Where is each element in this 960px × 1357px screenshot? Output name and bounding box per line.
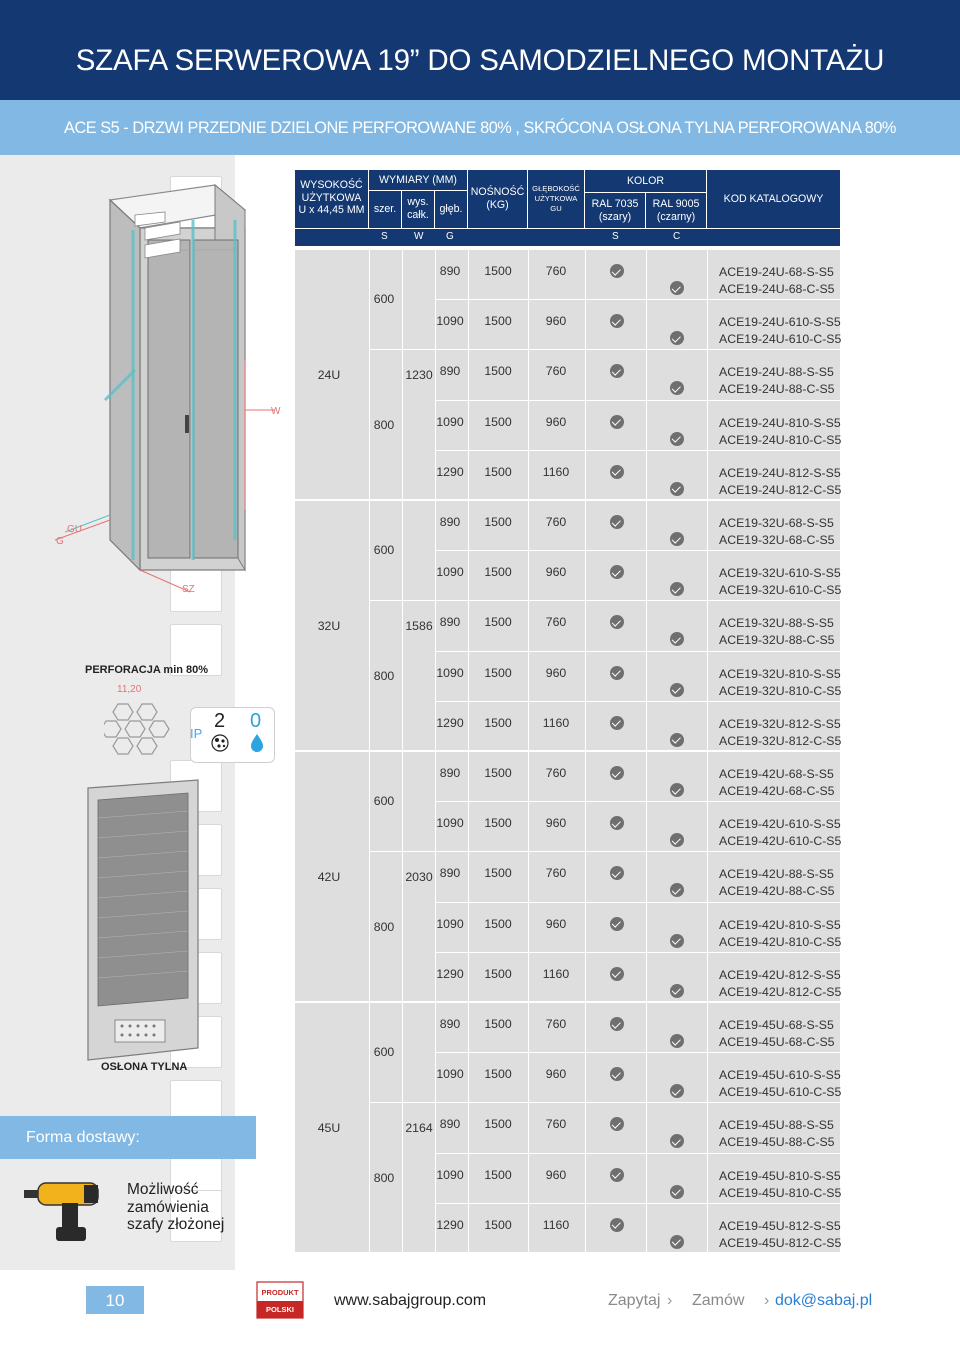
catalog-code: ACE19-45U-610-S-S5: [719, 1068, 841, 1083]
width-value: 600: [373, 543, 395, 558]
perforation-dimension: 11,20: [117, 684, 142, 695]
load-value: 1500: [484, 565, 512, 580]
check-icon: [670, 934, 684, 948]
usable-depth-value: 760: [545, 866, 567, 881]
catalog-code: ACE19-42U-810-C-S5: [719, 934, 842, 949]
order-link[interactable]: Zamów: [692, 1292, 745, 1309]
catalog-code: ACE19-32U-810-C-S5: [719, 683, 842, 698]
usable-depth-value: 960: [545, 1167, 567, 1182]
catalog-code: ACE19-45U-610-C-S5: [719, 1085, 842, 1100]
assembled-option-text: Możliwość zamówienia szafy złożonej: [127, 1181, 225, 1233]
table-column-divider: [435, 501, 436, 750]
load-value: 1500: [484, 314, 512, 329]
website-link[interactable]: www.sabajgroup.com: [334, 1292, 487, 1309]
depth-value: 1090: [436, 314, 464, 329]
usable-depth-value: 960: [545, 665, 567, 680]
check-icon: [670, 482, 684, 496]
load-value: 1500: [484, 1167, 512, 1182]
load-value: 1500: [484, 264, 512, 278]
load-value: 1500: [484, 866, 512, 881]
diagram-gu-label: GU: [67, 524, 82, 535]
table-column-divider: [707, 752, 708, 1001]
load-value: 1500: [484, 916, 512, 931]
col-header-code-label: KOD KATALOGOWY: [723, 193, 824, 205]
check-icon: [670, 1034, 684, 1048]
table-column-divider: [435, 250, 436, 499]
col-letter-black: C: [673, 231, 681, 242]
col-header-height-l1: WYSOKOŚĆ: [300, 179, 363, 191]
width-divider: [369, 1102, 840, 1103]
col-header-width-label: szer.: [373, 203, 397, 215]
col-header-udepth-l3: GU: [550, 204, 562, 213]
table-column-divider: [369, 1003, 370, 1252]
row-divider: [435, 1153, 840, 1154]
depth-value: 1090: [436, 565, 464, 580]
load-value: 1500: [484, 1017, 512, 1031]
check-icon: [670, 1185, 684, 1199]
check-icon: [670, 683, 684, 697]
total-height-value: 2164: [405, 1120, 433, 1135]
col-header-udepth-l1: GŁĘBOKOŚĆ: [532, 184, 580, 193]
col-letter-width: S: [381, 231, 388, 242]
check-icon: [610, 917, 624, 931]
usable-depth-value: 760: [545, 615, 567, 630]
check-icon: [670, 783, 684, 797]
catalog-code: ACE19-32U-88-S-S5: [719, 616, 834, 631]
table-column-divider: [468, 752, 469, 1001]
col-header-ral-grey-l1: RAL 7035: [591, 198, 639, 210]
check-icon: [610, 1017, 624, 1031]
catalog-code: ACE19-24U-812-S-S5: [719, 465, 841, 480]
table-column-divider: [468, 501, 469, 750]
row-divider: [435, 801, 840, 802]
catalog-code: ACE19-32U-812-C-S5: [719, 733, 842, 748]
col-header-color-label: KOLOR: [626, 175, 665, 187]
load-value: 1500: [484, 364, 512, 379]
col-header-ral-black-l1: RAL 9005: [652, 198, 700, 210]
page-number-box: [86, 1286, 144, 1314]
load-value: 1500: [484, 615, 512, 630]
usable-depth-value: 760: [545, 264, 567, 278]
catalog-code: ACE19-32U-68-S-S5: [719, 516, 834, 530]
height-u-value: 32U: [317, 618, 341, 633]
width-value: 600: [373, 292, 395, 307]
catalog-code: ACE19-42U-68-C-S5: [719, 784, 835, 798]
col-header-ral-grey-l2: (szary): [598, 210, 632, 223]
table-column-divider: [435, 1003, 436, 1252]
catalog-code: ACE19-42U-88-S-S5: [719, 867, 834, 882]
usable-depth-value: 1160: [542, 966, 570, 981]
catalog-code: ACE19-45U-68-C-S5: [719, 1035, 835, 1049]
row-divider: [435, 299, 840, 300]
load-value: 1500: [484, 665, 512, 680]
depth-value: 1290: [436, 715, 464, 730]
table-column-divider: [528, 752, 529, 1001]
row-divider: [435, 450, 840, 451]
catalog-code: ACE19-42U-812-S-S5: [719, 967, 841, 982]
col-header-load-l1: NOŚNOŚĆ: [470, 186, 525, 198]
order-chevron-icon: ›: [764, 1292, 770, 1309]
table-column-divider: [585, 752, 586, 1001]
load-value: 1500: [484, 1217, 512, 1232]
table-column-divider: [646, 501, 647, 750]
depth-value: 1090: [436, 1067, 464, 1082]
catalog-code: ACE19-24U-610-C-S5: [719, 332, 842, 347]
table-column-divider: [402, 752, 403, 1001]
table-column-divider: [369, 752, 370, 1001]
usable-depth-value: 760: [545, 1117, 567, 1132]
table-column-divider: [585, 250, 586, 499]
width-value: 800: [373, 1170, 395, 1185]
table-column-divider: [585, 1003, 586, 1252]
depth-value: 890: [439, 615, 461, 630]
table-column-divider: [646, 250, 647, 499]
load-value: 1500: [484, 966, 512, 981]
delivery-label: Forma dostawy:: [26, 1129, 140, 1146]
catalog-code: ACE19-32U-812-S-S5: [719, 716, 841, 731]
check-icon: [610, 766, 624, 780]
width-value: 800: [373, 668, 395, 683]
col-header-total-l1: wys.: [407, 196, 429, 208]
width-value: 800: [373, 417, 395, 432]
catalog-code: ACE19-24U-88-C-S5: [719, 382, 835, 397]
catalog-code: ACE19-45U-812-S-S5: [719, 1218, 841, 1233]
depth-value: 890: [439, 766, 461, 780]
row-divider: [435, 701, 840, 702]
check-icon: [610, 264, 624, 278]
ip-label: IP: [190, 726, 203, 741]
check-icon: [670, 281, 684, 295]
load-value: 1500: [484, 464, 512, 479]
check-icon: [610, 666, 624, 680]
table-column-divider: [468, 250, 469, 499]
catalog-code: ACE19-32U-810-S-S5: [719, 666, 841, 681]
usable-depth-value: 960: [545, 916, 567, 931]
catalog-code: ACE19-24U-610-S-S5: [719, 315, 841, 330]
height-u-value: 24U: [317, 367, 341, 382]
depth-value: 1290: [436, 1217, 464, 1232]
total-height-value: 1230: [405, 367, 433, 382]
load-value: 1500: [484, 715, 512, 730]
row-divider: [435, 902, 840, 903]
usable-depth-value: 1160: [542, 715, 570, 730]
check-icon: [610, 716, 624, 730]
catalog-code: ACE19-45U-88-S-S5: [719, 1118, 834, 1133]
depth-value: 1090: [436, 1167, 464, 1182]
usable-depth-value: 960: [545, 816, 567, 831]
col-header-depth-label: głęb.: [439, 203, 463, 215]
width-divider: [369, 851, 840, 852]
depth-value: 1090: [436, 414, 464, 429]
usable-depth-value: 760: [545, 1017, 567, 1031]
depth-value: 890: [439, 1017, 461, 1031]
row-divider: [435, 952, 840, 953]
width-value: 600: [373, 794, 395, 809]
table-column-divider: [585, 501, 586, 750]
catalog-code: ACE19-24U-88-S-S5: [719, 365, 834, 380]
row-divider: [435, 651, 840, 652]
depth-value: 1290: [436, 464, 464, 479]
depth-value: 1090: [436, 916, 464, 931]
total-height-value: 2030: [405, 869, 433, 884]
catalog-code: ACE19-42U-812-C-S5: [719, 984, 842, 999]
ask-link[interactable]: Zapytaj: [608, 1292, 661, 1309]
catalog-code: ACE19-24U-812-C-S5: [719, 482, 842, 497]
col-header-load-l2: (KG): [486, 198, 509, 211]
col-header-total-l2: całk.: [407, 208, 429, 221]
depth-value: 1290: [436, 966, 464, 981]
usable-depth-value: 960: [545, 414, 567, 429]
catalog-code: ACE19-32U-610-S-S5: [719, 566, 841, 581]
col-letter-grey: S: [612, 231, 619, 242]
height-u-value: 45U: [317, 1120, 341, 1135]
ask-chevron-icon: ›: [667, 1292, 673, 1309]
diagram-g-label: G: [56, 536, 64, 547]
col-header-ral-black-l2: (czarny): [656, 210, 696, 223]
table-column-divider: [435, 752, 436, 1001]
load-value: 1500: [484, 816, 512, 831]
page-number: 10: [105, 1291, 125, 1310]
catalog-code: ACE19-42U-610-S-S5: [719, 817, 841, 832]
table-column-divider: [369, 501, 370, 750]
table-column-divider: [369, 250, 370, 499]
usable-depth-value: 960: [545, 565, 567, 580]
depth-value: 1090: [436, 816, 464, 831]
diagram-sz-label: SZ: [182, 584, 195, 595]
depth-value: 890: [439, 364, 461, 379]
table-column-divider: [707, 250, 708, 499]
table-column-divider: [707, 1003, 708, 1252]
catalog-code: ACE19-32U-610-C-S5: [719, 583, 842, 598]
email-link[interactable]: dok@sabaj.pl: [775, 1292, 873, 1309]
col-header-dims-label: WYMIARY (MM): [379, 174, 457, 186]
load-value: 1500: [484, 1117, 512, 1132]
catalog-code: ACE19-45U-88-C-S5: [719, 1135, 835, 1150]
depth-value: 1090: [436, 665, 464, 680]
check-icon: [670, 532, 684, 546]
width-value: 800: [373, 919, 395, 934]
check-icon: [670, 1235, 684, 1249]
table-column-divider: [528, 501, 529, 750]
catalog-code: ACE19-32U-68-C-S5: [719, 533, 835, 547]
load-value: 1500: [484, 515, 512, 529]
row-divider: [435, 400, 840, 401]
rear-panel-caption: OSŁONA TYLNA: [101, 1061, 188, 1073]
catalog-code: ACE19-42U-810-S-S5: [719, 917, 841, 932]
table-column-divider: [528, 1003, 529, 1252]
catalog-code: ACE19-42U-610-C-S5: [719, 834, 842, 849]
usable-depth-value: 960: [545, 1067, 567, 1082]
row-divider: [435, 1052, 840, 1053]
col-header-height-l3: U x 44,45 MM: [298, 204, 365, 216]
catalog-code: ACE19-24U-810-C-S5: [719, 432, 842, 447]
row-divider: [435, 550, 840, 551]
ip-water-digit: 0: [250, 710, 262, 732]
col-letter-depth: G: [446, 231, 454, 242]
table-column-divider: [402, 250, 403, 499]
width-divider: [369, 349, 840, 350]
catalog-code: ACE19-45U-68-S-S5: [719, 1018, 834, 1032]
table-column-divider: [402, 1003, 403, 1252]
total-height-value: 1586: [405, 618, 433, 633]
catalog-code: ACE19-24U-68-C-S5: [719, 282, 835, 296]
table-column-divider: [468, 1003, 469, 1252]
table-column-divider: [646, 1003, 647, 1252]
depth-value: 890: [439, 264, 461, 278]
catalog-code: ACE19-45U-810-C-S5: [719, 1185, 842, 1200]
check-icon: [610, 1218, 624, 1232]
check-icon: [610, 465, 624, 479]
check-icon: [610, 515, 624, 529]
page-subtitle: ACE S5 - DRZWI PRZEDNIE DZIELONE PERFOROWANE 80% , SKRÓCONA OSŁONA TYLNA PERFOROWANA 80%: [64, 119, 896, 137]
col-header-udepth-l2: UŻYTKOWA: [534, 194, 578, 203]
depth-value: 890: [439, 866, 461, 881]
catalog-code: ACE19-42U-88-C-S5: [719, 884, 835, 899]
logo-line-2: POLSKI: [266, 1305, 294, 1314]
load-value: 1500: [484, 414, 512, 429]
catalog-code: ACE19-45U-810-S-S5: [719, 1168, 841, 1183]
height-u-value: 42U: [317, 869, 341, 884]
col-header-height-l2: UŻYTKOWA: [301, 191, 362, 204]
usable-depth-value: 760: [545, 766, 567, 780]
catalog-code: ACE19-24U-68-S-S5: [719, 265, 834, 279]
width-value: 600: [373, 1045, 395, 1060]
usable-depth-value: 960: [545, 314, 567, 329]
logo-line-1: PRODUKT: [261, 1288, 299, 1297]
check-icon: [610, 967, 624, 981]
catalog-code: ACE19-24U-810-S-S5: [719, 415, 841, 430]
check-icon: [670, 733, 684, 747]
check-icon: [610, 415, 624, 429]
usable-depth-value: 760: [545, 364, 567, 379]
check-icon: [610, 1168, 624, 1182]
usable-depth-value: 760: [545, 515, 567, 529]
depth-value: 890: [439, 515, 461, 529]
col-letter-height: W: [414, 231, 424, 242]
load-value: 1500: [484, 766, 512, 780]
produkt-polski-logo: [256, 1281, 304, 1319]
load-value: 1500: [484, 1067, 512, 1082]
table-column-divider: [402, 501, 403, 750]
page-title: SZAFA SERWEROWA 19” DO SAMODZIELNEGO MONTAŻU: [75, 44, 885, 77]
usable-depth-value: 1160: [542, 1217, 570, 1232]
table-column-divider: [646, 752, 647, 1001]
width-divider: [369, 600, 840, 601]
table-column-divider: [707, 501, 708, 750]
catalog-code: ACE19-45U-812-C-S5: [719, 1235, 842, 1250]
perforation-label: PERFORACJA min 80%: [85, 664, 209, 676]
catalog-code: ACE19-32U-88-C-S5: [719, 633, 835, 648]
ip-dust-digit: 2: [214, 710, 226, 732]
table-column-divider: [528, 250, 529, 499]
row-divider: [435, 1203, 840, 1204]
usable-depth-value: 1160: [542, 464, 570, 479]
catalog-code: ACE19-42U-68-S-S5: [719, 767, 834, 781]
check-icon: [670, 432, 684, 446]
depth-value: 890: [439, 1117, 461, 1132]
diagram-w-label: W: [271, 406, 281, 417]
check-icon: [670, 984, 684, 998]
